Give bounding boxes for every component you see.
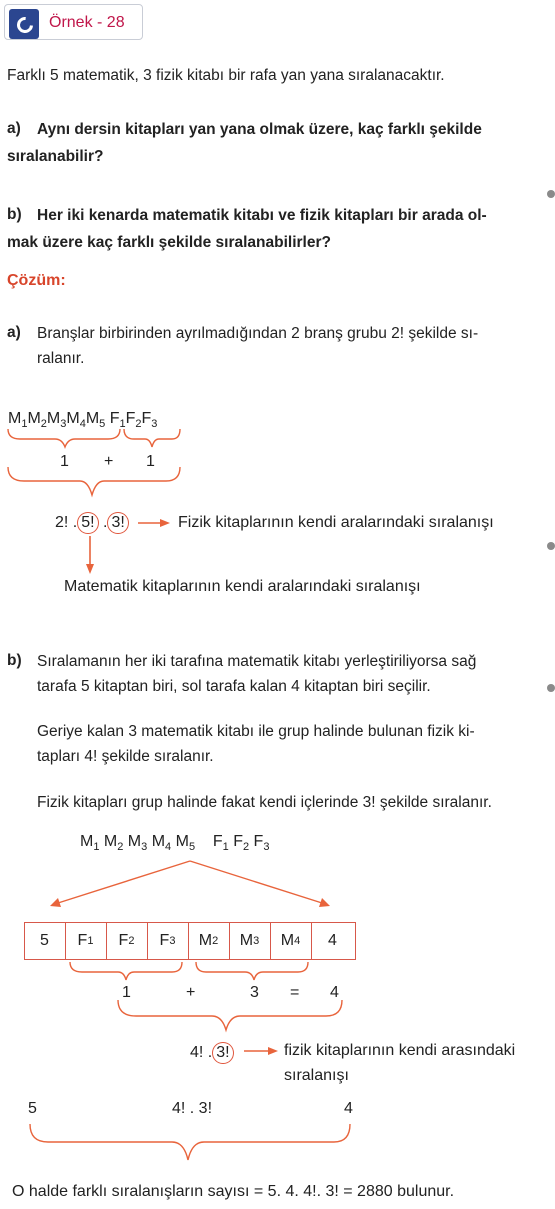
page-marker <box>547 684 555 692</box>
solution-b-line1: Sıralamanın her iki tarafına matematik kitabı yerleştiriliyorsa sağ <box>37 653 477 670</box>
a-expr-start: 2! . <box>55 514 78 531</box>
b-fizik-note2: sıralanışı <box>284 1067 349 1084</box>
shelf-cell-8: 4 <box>328 932 337 949</box>
solution-b-line4: tapları 4! şekilde sıralanır. <box>37 748 214 765</box>
example-icon <box>9 9 39 39</box>
question-a-line2: sıralanabilir? <box>7 148 104 165</box>
b-right: 4 <box>344 1100 353 1117</box>
conclusion: O halde farklı sıralanışların sayısı = 5. 4. 4!. 3! = 2880 bulunur. <box>12 1183 455 1200</box>
solution-heading: Çözüm: <box>7 272 66 289</box>
shelf-cell-3: F 2 <box>106 922 148 960</box>
b-left: 5 <box>28 1100 37 1117</box>
a-plus: + <box>104 453 114 470</box>
b-sum-plus: + <box>186 984 196 1001</box>
b-fizik-note1: fizik kitaplarının kendi arasındaki <box>284 1042 516 1059</box>
shelf-cell-5: M 2 <box>188 922 230 960</box>
b-sum-four: 4 <box>330 984 339 1001</box>
b-sum-one: 1 <box>122 984 131 1001</box>
book-sequence-b: $M_1$ $M_2$ $M_3$ $M_4$ $M_5$ $F_1$ $F_2$ $F_3$ <box>80 833 270 854</box>
shelf-cell-7: M 4 <box>270 922 312 960</box>
b-fact-arrow <box>240 1042 290 1062</box>
solution-a-label: a) <box>7 324 21 341</box>
page-marker <box>547 542 555 550</box>
solution-a-line2: ralanır. <box>37 350 85 367</box>
a-one-left: 1 <box>60 453 69 470</box>
solution-b-label: b) <box>7 652 22 669</box>
shelf-cell-4: F 3 <box>147 922 189 960</box>
solution-b-line5: Fizik kitapları grup halinde fakat kendi içlerinde 3! şekilde sıralanır. <box>37 794 492 811</box>
shelf-cell-6: M 3 <box>229 922 271 960</box>
a-mat-note: Matematik kitaplarının kendi aralarındaki sıralanışı <box>64 578 421 595</box>
a-dot: . <box>103 514 108 531</box>
b-fact-circled: 3! <box>212 1042 233 1064</box>
a-three-fact: 3! <box>107 512 128 534</box>
a-five-fact: 5! <box>77 512 98 534</box>
solution-b-line2: tarafa 5 kitaptan biri, sol tarafa kalan 4 kitaptan biri seçilir. <box>37 678 431 695</box>
page-marker <box>547 190 555 198</box>
question-b-line1: Her iki kenarda matematik kitabı ve fizik kitapları bir arada ol- <box>37 207 487 224</box>
question-a-label: a) <box>7 120 21 137</box>
b-sum-three: 3 <box>250 984 259 1001</box>
solution-a-line1: Branşlar birbirinden ayrılmadığından 2 branş grubu 2! şekilde sı- <box>37 325 479 342</box>
b-sum-eq: = <box>290 984 300 1001</box>
a-fizik-note: Fizik kitaplarının kendi aralarındaki sıralanışı <box>178 514 494 531</box>
b-fact-expr: 4! . <box>190 1044 213 1061</box>
example-header <box>4 4 143 40</box>
question-b-label: b) <box>7 206 22 223</box>
braces-a <box>0 425 200 505</box>
a-arrows <box>0 510 200 580</box>
b-spread-arrows <box>0 855 360 915</box>
example-title: Örnek - 28 <box>49 14 125 31</box>
b-mid: 4! . 3! <box>172 1100 213 1117</box>
shelf-cell-2: F 1 <box>65 922 107 960</box>
book-sequence-a: $M_1M_2M_3M_4M_5$ $F_1F_2F_3$ <box>8 410 158 431</box>
braces-b <box>0 958 370 1038</box>
a-one-right: 1 <box>146 453 155 470</box>
shelf-cell-1: 5 <box>24 922 66 960</box>
b-fact-expression <box>190 1042 234 1064</box>
intro-text: Farklı 5 matematik, 3 fizik kitabı bir rafa yan yana sıralanacaktır. <box>7 67 445 84</box>
question-a-line1: Aynı dersin kitapları yan yana olmak üzere, kaç farklı şekilde <box>37 121 482 138</box>
solution-b-line3: Geriye kalan 3 matematik kitabı ile grup halinde bulunan fizik ki- <box>37 723 475 740</box>
question-b-line2: mak üzere kaç farklı şekilde sıralanabilirler? <box>7 234 331 251</box>
brace-final <box>0 1120 370 1176</box>
